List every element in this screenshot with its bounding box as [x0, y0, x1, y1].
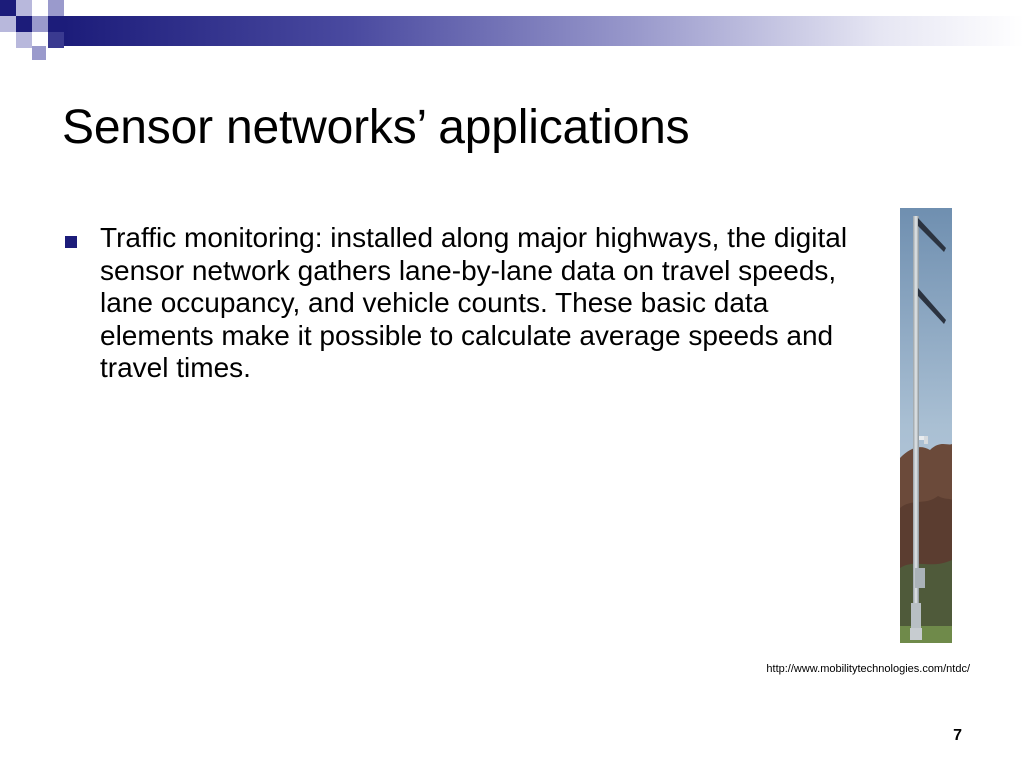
corner-square-navy — [0, 0, 16, 16]
header-gradient-bar — [64, 16, 1024, 46]
corner-square-light — [48, 0, 64, 16]
corner-square-navy — [48, 32, 64, 48]
header-decoration — [0, 0, 1024, 62]
bullet-square-icon — [65, 236, 77, 248]
list-item — [62, 222, 872, 385]
corner-square-navy — [16, 16, 32, 32]
corner-square-light — [16, 0, 32, 16]
source-url: http://www.mobilitytechnologies.com/ntdc/ — [766, 663, 970, 675]
traffic-sensor-pole-photo — [900, 208, 952, 643]
corner-square-light — [16, 32, 32, 48]
corner-square-light — [32, 46, 46, 60]
corner-square-navy — [48, 16, 64, 32]
corner-square-light — [32, 0, 48, 16]
corner-square-light — [0, 16, 16, 32]
bullet-list — [62, 222, 872, 385]
slide-title: Sensor networks’ applications — [62, 101, 690, 154]
photo-illustration — [900, 208, 952, 643]
page-number: 7 — [953, 727, 962, 744]
corner-square-light — [32, 16, 48, 32]
bullet-text: Traffic monitoring: installed along major highways, the digital sensor network gathers lane-by-lane data on travel speeds, lane occupancy, and vehicle counts. These basic data elements make it possible to calculate average speeds and travel times. — [100, 222, 848, 383]
